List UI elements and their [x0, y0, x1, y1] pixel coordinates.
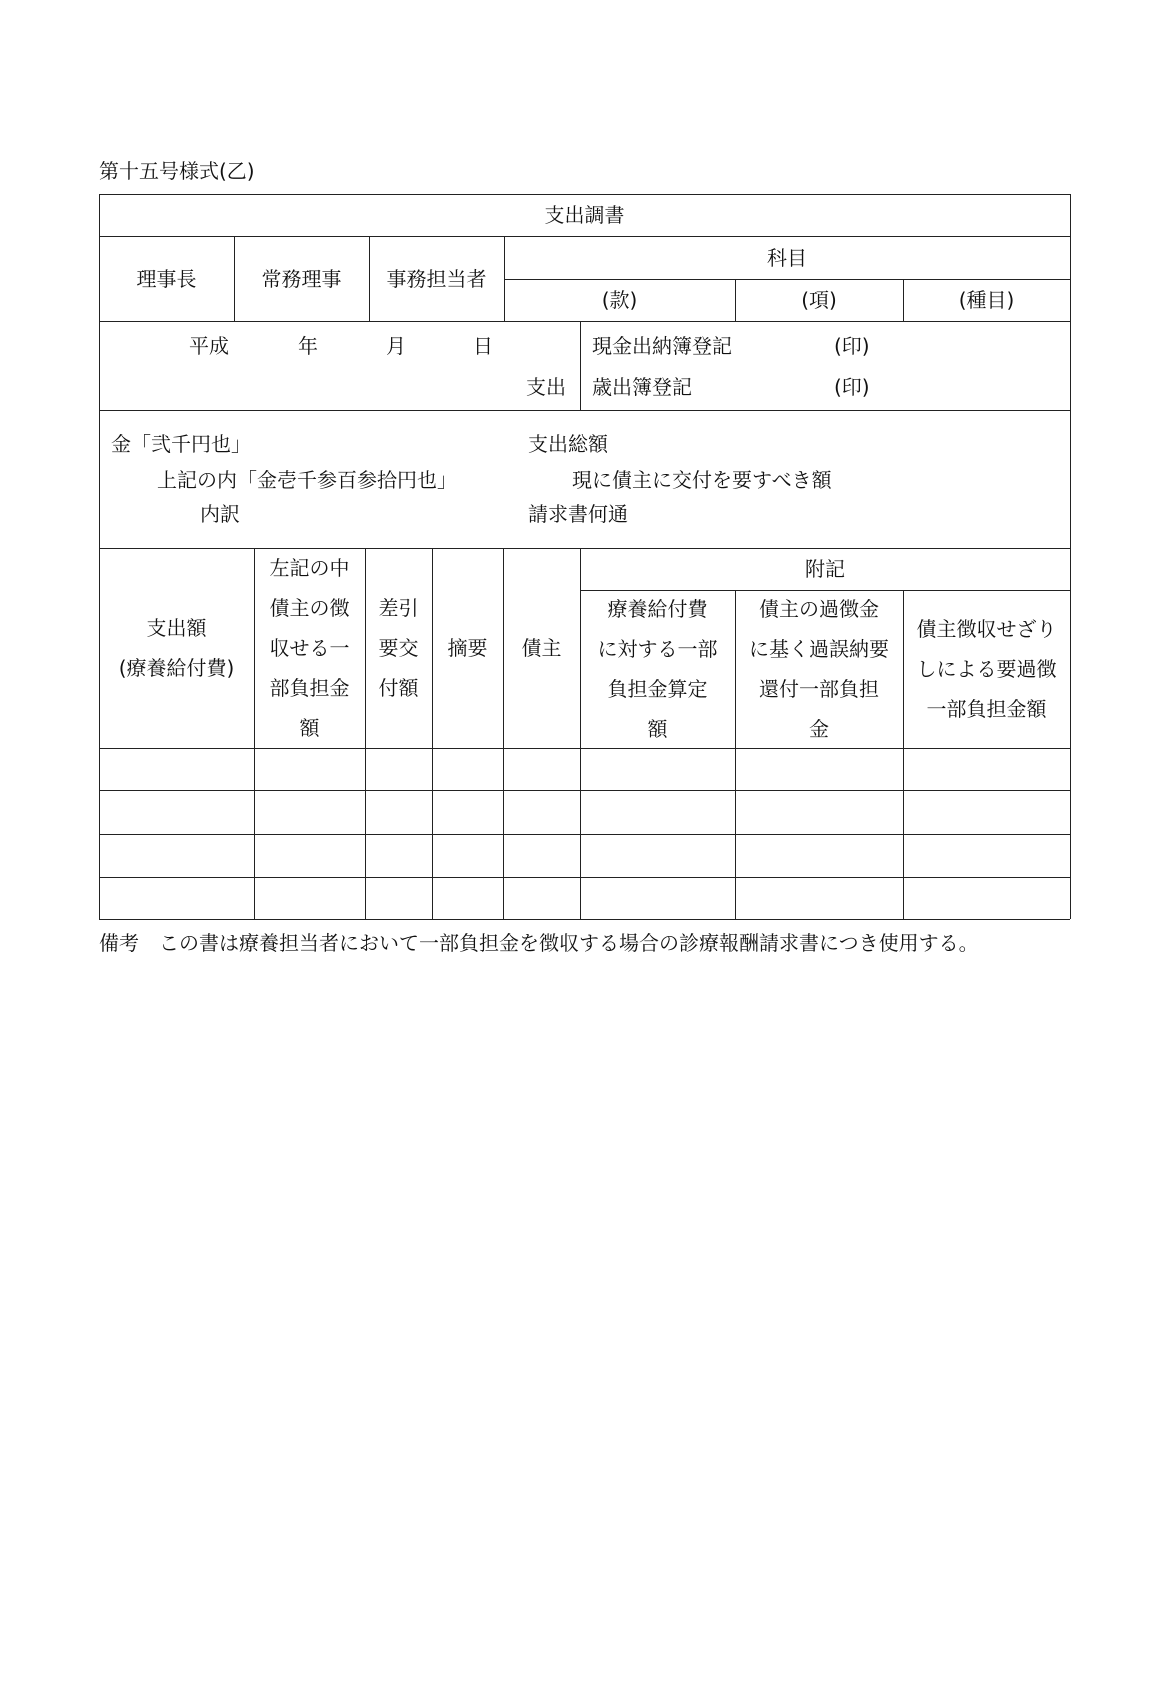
inner-label: 現に債主に交付を要すべき額	[572, 468, 832, 492]
breakdown-label: 内訳	[200, 502, 240, 526]
column-copayment-collected: 左記の中 債主の徴 収せる一 部負担金 額	[269, 556, 350, 740]
appendix-label: 附記	[805, 557, 845, 581]
subject-kou: (項)	[801, 288, 837, 312]
subject-kan: (款)	[601, 288, 638, 312]
date-day: 日	[473, 334, 493, 358]
appendix-column-1: 療養給付費 に対する一部 負担金算定 額	[597, 597, 718, 741]
cash-register-seal: (印)	[834, 334, 870, 358]
date-era: 平成	[189, 334, 229, 358]
column-creditor: 債主	[521, 636, 562, 660]
date-month: 月	[386, 334, 406, 358]
approver-clerk: 事務担当者	[386, 266, 487, 291]
total-label: 支出総額	[528, 432, 608, 456]
approver-chairman: 理事長	[136, 266, 197, 291]
expense-register-label: 歳出簿登記	[592, 375, 692, 399]
total-amount: 金「弐千円也」	[111, 432, 251, 456]
inner-amount: 上記の内「金壱千参百参拾円也」	[157, 468, 457, 492]
expense-register-seal: (印)	[834, 375, 870, 399]
subject-shumoku: (種目)	[958, 288, 1015, 312]
form-number: 第十五号様式(乙)	[99, 159, 255, 183]
appendix-column-2: 債主の過徴金 に基く過誤納要 還付一部負担 金	[749, 597, 889, 741]
form-title: 支出調書	[544, 203, 625, 227]
cash-register-label: 現金出納簿登記	[592, 334, 732, 358]
column-expense-amount: 支出額 (療養給付費)	[118, 616, 235, 680]
date-expense: 支出	[526, 375, 566, 399]
column-summary: 摘要	[447, 636, 488, 660]
invoice-count-label: 請求書何通	[528, 502, 628, 526]
approver-managing-director: 常務理事	[261, 266, 342, 291]
column-net-payable: 差引 要交 付額	[378, 596, 419, 700]
subject-label: 科目	[767, 245, 807, 270]
date-year: 年	[298, 334, 318, 358]
appendix-column-3: 債主徴収せざり しによる要過徴 一部負担金額	[916, 617, 1057, 721]
remarks-note: 備考 この書は療養担当者において一部負担金を徴収する場合の診療報酬請求書につき使用する。	[99, 931, 979, 955]
